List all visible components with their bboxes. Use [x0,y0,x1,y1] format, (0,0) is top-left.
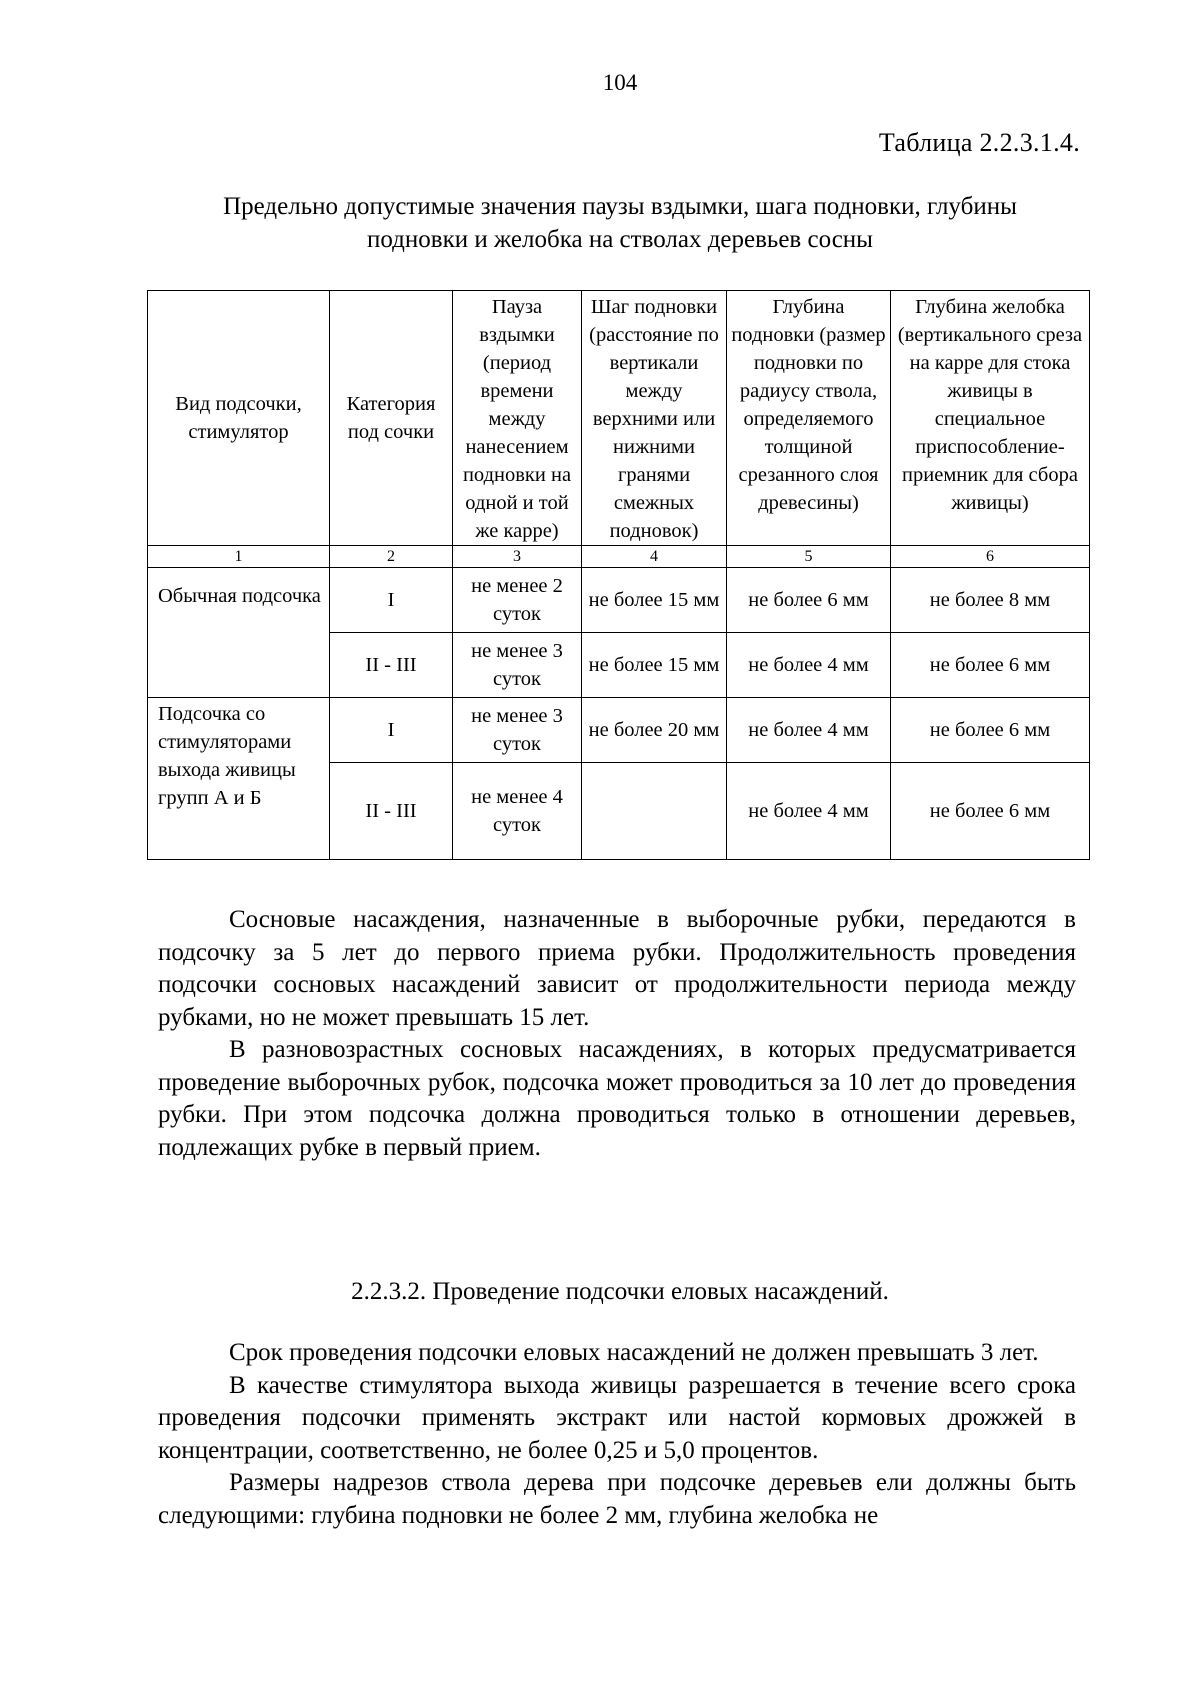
category-cell: I [330,698,453,763]
pause-cell: не менее 3 суток [453,633,582,698]
header-depth: Глубина подновки (размер подновки по радиусу ствола, определяемого толщиной срезанного слоя древесины) [727,291,891,546]
groove-cell: не более 8 мм [891,568,1090,633]
body-section-1 [158,904,1076,1164]
limits-table [147,290,1090,860]
row-type-cell: Обычная подсочка [148,568,330,698]
column-number: 1 [148,546,330,568]
depth-cell: не более 4 мм [727,763,891,860]
table-header-row [148,291,1090,546]
category-cell: I [330,568,453,633]
pause-cell: не менее 4 суток [453,763,582,860]
pause-cell: не менее 3 суток [453,698,582,763]
groove-cell: не более 6 мм [891,763,1090,860]
header-category: Категория под сочки [330,291,453,546]
groove-cell: не более 6 мм [891,633,1090,698]
table-row [148,568,1090,633]
step-cell [582,763,727,860]
step-cell: не более 15 мм [582,568,727,633]
page-number: 104 [602,70,638,95]
column-number: 2 [330,546,453,568]
header-groove: Глубина желобка (вертикального среза на карре для стока живицы в специальное приспособление-приемник для сбора живицы) [891,291,1090,546]
paragraph: Срок проведения подсочки еловых насаждений не должен превышать 3 лет. [229,1339,1039,1366]
category-cell: II - III [330,763,453,860]
paragraph: В качестве стимулятора выхода живицы разрешается в течение всего срока проведения подсочки применять экстракт или настой кормовых дрожжей в концентрации, соответственно, не более 0,25 и 5,0 процентов. [158,1371,1076,1464]
row-type-cell: Подсочка со стимуляторами выхода живицы групп А и Б [148,698,330,860]
column-number: 4 [582,546,727,568]
table-title-line-1: Предельно допустимые значения паузы вздымки, шага подновки, глубины [223,193,1017,220]
header-step: Шаг подновки (расстояние по вертикали между верхними или нижними гранями смежных подновок) [582,291,727,546]
column-number: 5 [727,546,891,568]
section-heading: 2.2.3.2. Проведение подсочки еловых насаждений. [351,1278,889,1305]
body-section-2 [158,1337,1076,1532]
step-cell: не более 15 мм [582,633,727,698]
groove-cell: не более 6 мм [891,698,1090,763]
table-title-line-2: подновки и желобка на стволах деревьев сосны [367,226,873,253]
column-number: 3 [453,546,582,568]
depth-cell: не более 6 мм [727,568,891,633]
depth-cell: не более 4 мм [727,633,891,698]
paragraph: Размеры надрезов ствола дерева при подсочке деревьев ели должны быть следующими: глубина подновки не более 2 мм, глубина желобка не [158,1469,1076,1529]
paragraph: В разновозрастных сосновых насаждениях, в которых предусматривается проведение выборочных рубок, подсочка может проводиться за 10 лет до проведения рубки. При этом подсочка должна проводиться только в отношении деревьев, подлежащих рубке в первый прием. [158,1036,1076,1161]
header-pause: Пауза вздымки (период времени между нанесением подновки на одной и той же карре) [453,291,582,546]
depth-cell: не более 4 мм [727,698,891,763]
table-label: Таблица 2.2.3.1.4. [878,128,1080,157]
header-type: Вид подсочки, стимулятор [148,291,330,546]
table-title [140,190,1100,256]
paragraph: Сосновые насаждения, назначенные в выборочные рубки, передаются в подсочку за 5 лет до первого приема рубки. Продолжительность проведения подсочки сосновых насаждений зависит от продолжительности периода между рубками, но не может превышать 15 лет. [158,906,1076,1031]
category-cell: II - III [330,633,453,698]
table-row [148,698,1090,763]
step-cell: не более 20 мм [582,698,727,763]
column-number: 6 [891,546,1090,568]
pause-cell: не менее 2 суток [453,568,582,633]
column-numbers-row [148,546,1090,568]
